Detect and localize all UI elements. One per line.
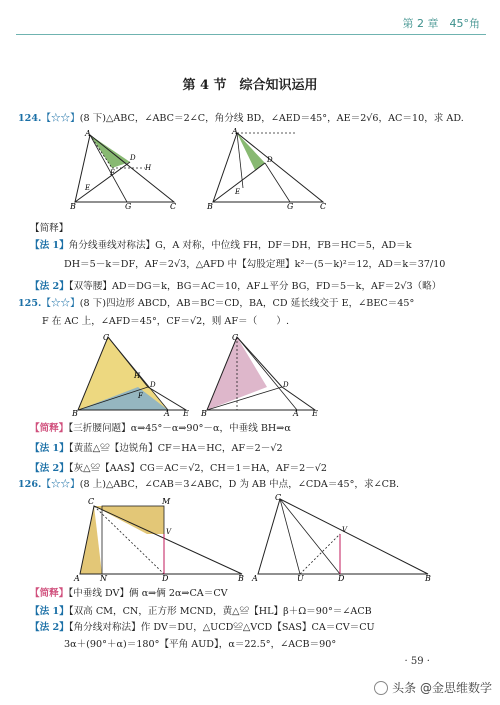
problem-125-brief bbox=[30, 422, 291, 435]
watermark-text: 头条 @金思维数学 bbox=[392, 681, 492, 695]
svg-text:N: N bbox=[100, 574, 107, 582]
svg-text:D: D bbox=[162, 574, 169, 582]
svg-text:U: U bbox=[297, 574, 304, 582]
problem-126-brief bbox=[30, 587, 228, 600]
problem-125-method-2 bbox=[30, 462, 327, 475]
problem-126-method-2 bbox=[30, 621, 375, 634]
figure-126-left bbox=[72, 494, 247, 586]
svg-text:A: A bbox=[232, 128, 238, 136]
svg-text:C: C bbox=[88, 497, 95, 506]
svg-text:F: F bbox=[138, 392, 143, 400]
problem-125-method-1 bbox=[30, 442, 283, 455]
problem-125-number: 125. bbox=[18, 298, 42, 309]
svg-text:C: C bbox=[170, 202, 177, 210]
svg-text:E: E bbox=[183, 409, 189, 417]
svg-text:A: A bbox=[74, 574, 80, 582]
problem-124-method-1-line-2: DH＝5－k＝DF，AF＝2√3，△AFD 中【勾股定理】k²－(5－k)²＝12，AD＝k＝37/10 bbox=[64, 259, 446, 270]
problem-125-method-1-label: 【法 1】 bbox=[30, 443, 69, 454]
svg-text:B: B bbox=[70, 202, 76, 210]
problem-124-method-1-label: 【法 1】 bbox=[30, 240, 69, 251]
svg-text:D: D bbox=[150, 381, 156, 389]
problem-126-brief-text: 【中垂线 DV】俩 α⇒俩 2α⇒CA＝CV bbox=[68, 588, 228, 599]
problem-126-method-2-text: 【角分线对称法】作 DV＝DU，△UCD≌△VCD【SAS】CA＝CV＝CU bbox=[68, 622, 375, 633]
problem-125-method-2-text: 【灰△≌【AAS】CG＝AC＝√2，CH＝1＝HA，AF＝2－√2 bbox=[68, 463, 328, 474]
problem-126-method-1 bbox=[30, 605, 372, 618]
problem-124-method-2-label: 【法 2】 bbox=[30, 281, 69, 292]
problem-126-method-2-label: 【法 2】 bbox=[30, 622, 69, 633]
section-title: 第 4 节 综合知识运用 bbox=[182, 78, 318, 93]
svg-text:D: D bbox=[338, 574, 345, 582]
svg-text:C: C bbox=[275, 494, 282, 502]
svg-text:E: E bbox=[85, 184, 91, 192]
figure-125-left bbox=[68, 332, 193, 421]
problem-124-method-1-line-1: 角分线垂线对称法】G，A 对称，中位线 FH，DF＝DH，FB＝HC＝5，AD＝k bbox=[68, 240, 412, 251]
chapter-header: 第 2 章 45°角 bbox=[402, 17, 480, 30]
problem-125-text: (8 下)四边形 ABCD，AB＝BC＝CD，BA，CD 延长线交于 E，∠BEC＝45° bbox=[79, 298, 415, 309]
page-number: · 59 · bbox=[404, 656, 430, 667]
svg-text:C: C bbox=[103, 333, 110, 342]
problem-124-brief-tag: 【简释】 bbox=[30, 223, 69, 234]
problem-125-brief-tag: 【简释】 bbox=[30, 423, 69, 434]
figure-125-right bbox=[197, 332, 322, 421]
problem-126-stars: 【☆☆】 bbox=[41, 479, 80, 490]
problem-125-stars: 【☆☆】 bbox=[41, 298, 80, 309]
svg-text:B: B bbox=[238, 574, 244, 582]
problem-124-statement bbox=[18, 112, 464, 125]
svg-text:D: D bbox=[130, 154, 136, 162]
problem-126-method-2-line-2: 3α＋(90°＋α)＝180°【平角 AUD】，α＝22.5°，∠ACB＝90° bbox=[64, 639, 337, 650]
figure-124-right bbox=[205, 128, 335, 214]
problem-124-method-2 bbox=[30, 280, 441, 293]
problem-126-method-1-text: 【双高 CM，CN，正方形 MCND，黄△≌【HL】β＋Ω＝90°＝∠ACB bbox=[68, 606, 372, 617]
svg-text:H: H bbox=[145, 164, 152, 172]
svg-text:F: F bbox=[110, 169, 115, 177]
svg-text:C: C bbox=[320, 202, 327, 210]
problem-125-method-2-label: 【法 2】 bbox=[30, 463, 69, 474]
problem-126-brief-tag: 【简释】 bbox=[30, 588, 69, 599]
svg-text:G: G bbox=[125, 202, 132, 210]
problem-124-method-2-text: 【双等腰】AD＝DG＝k，BG＝AC＝10，AF⊥平分 BG，FD＝5－k，AF＝2√3（略） bbox=[68, 281, 442, 292]
figure-126-right bbox=[250, 494, 435, 586]
svg-text:E: E bbox=[235, 188, 241, 196]
svg-text:D: D bbox=[267, 156, 273, 164]
watermark bbox=[374, 679, 492, 696]
svg-text:B: B bbox=[207, 202, 213, 210]
svg-text:G: G bbox=[287, 202, 294, 210]
problem-125-method-1-text: 【黄蓝△≌【边锐角】CF＝HA＝HC，AF＝2－√2 bbox=[68, 443, 283, 454]
problem-125-brief-text: 【三折腰问题】α⇒45°－α⇒90°－α，中垂线 BH⇒α bbox=[68, 423, 291, 434]
svg-text:V: V bbox=[342, 526, 348, 534]
problem-124-method-1 bbox=[30, 239, 412, 252]
svg-text:M: M bbox=[162, 497, 171, 506]
svg-text:V: V bbox=[166, 528, 172, 536]
svg-text:H: H bbox=[134, 372, 141, 380]
figure-124-left bbox=[70, 130, 180, 214]
problem-124-stars: 【☆☆】 bbox=[41, 113, 80, 124]
svg-text:D: D bbox=[283, 381, 289, 389]
problem-126-statement bbox=[18, 478, 399, 491]
svg-text:C: C bbox=[232, 333, 239, 342]
problem-124-text: (8 下)△ABC，∠ABC＝2∠C，角分线 BD，∠AED＝45°，AE＝2√6，AC＝10，求 AD. bbox=[79, 113, 464, 124]
svg-text:A: A bbox=[293, 409, 299, 417]
svg-text:B: B bbox=[72, 409, 78, 417]
watermark-logo-icon bbox=[374, 681, 388, 695]
problem-124-number: 124. bbox=[18, 113, 42, 124]
svg-text:A: A bbox=[164, 409, 170, 417]
problem-125-statement bbox=[18, 297, 414, 310]
problem-126-text: (8 上)△ABC，∠CAB＝3∠ABC，D 为 AB 中点，∠CDA＝45°，求∠CB. bbox=[79, 479, 400, 490]
problem-126-number: 126. bbox=[18, 479, 42, 490]
svg-text:A: A bbox=[85, 130, 91, 138]
svg-text:E: E bbox=[312, 409, 318, 417]
svg-text:A: A bbox=[252, 574, 258, 582]
problem-126-method-1-label: 【法 1】 bbox=[30, 606, 69, 617]
svg-text:B: B bbox=[425, 574, 431, 582]
problem-125-text-2: F 在 AC 上，∠AFD＝45°，CF＝√2，则 AF＝（ ）. bbox=[42, 316, 290, 327]
svg-text:B: B bbox=[201, 409, 207, 417]
header-rule bbox=[16, 34, 486, 35]
